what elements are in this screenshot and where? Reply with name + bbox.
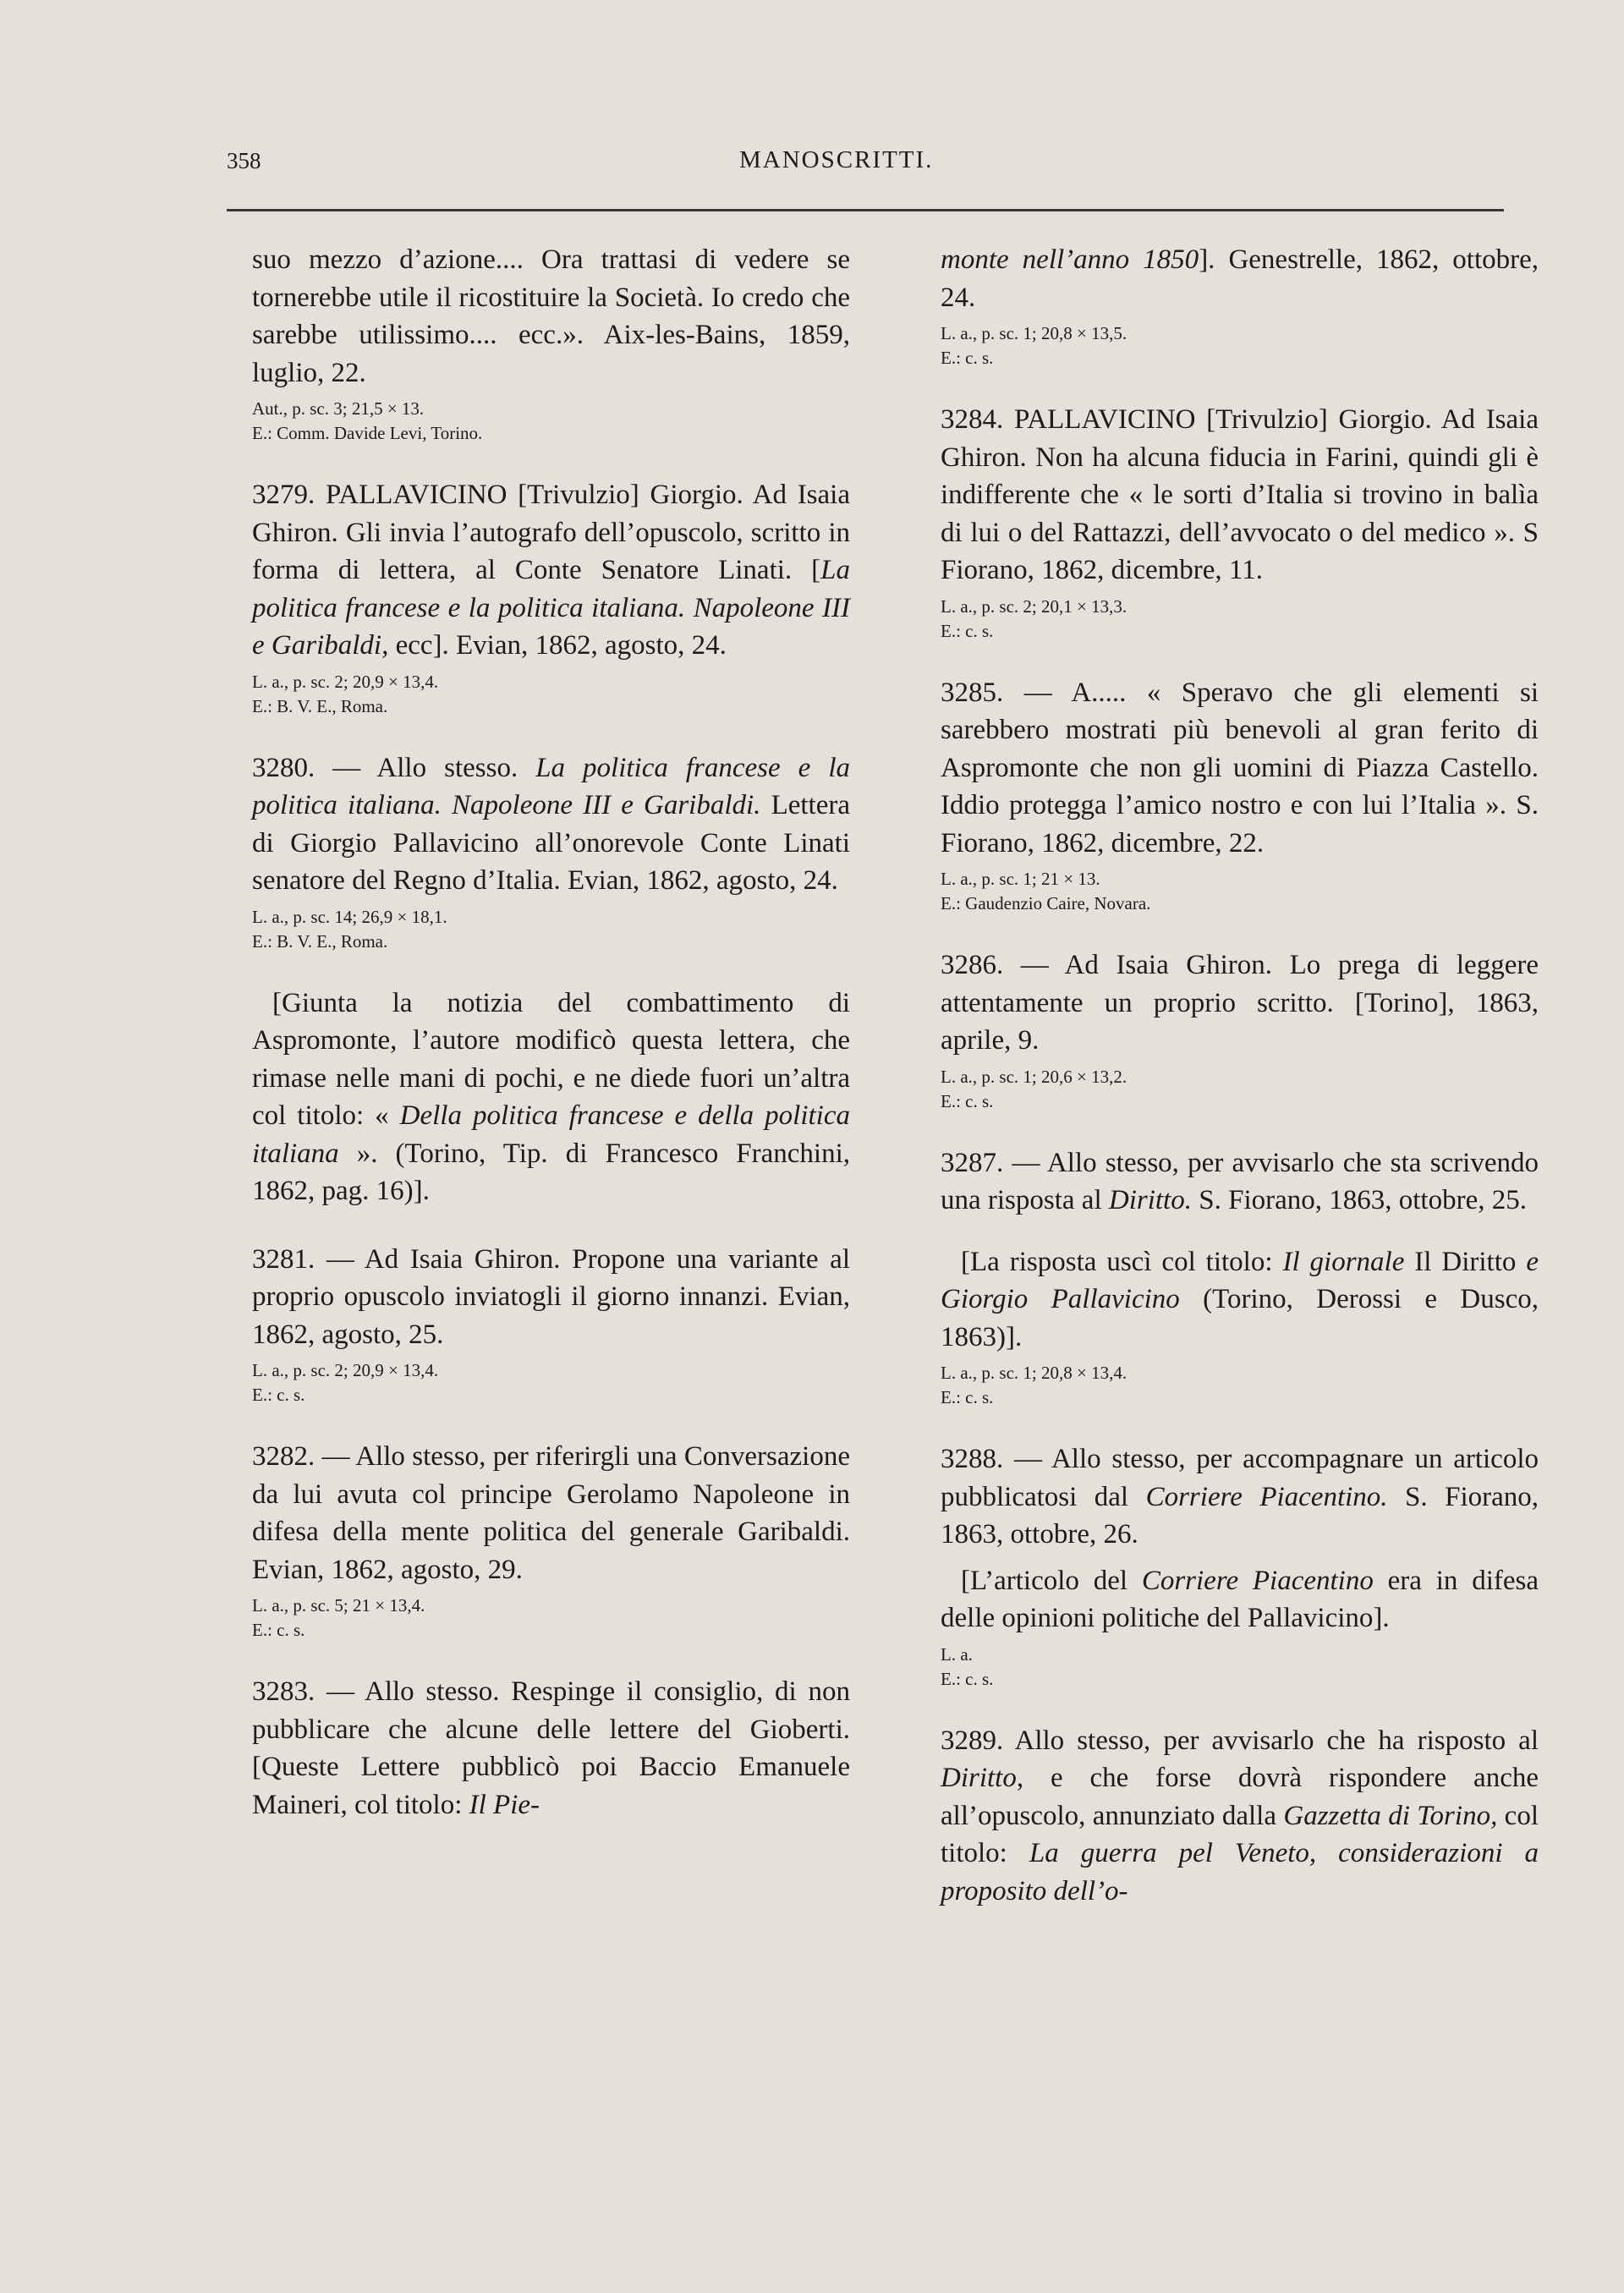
left-column [252, 241, 850, 1824]
entry-text [252, 749, 850, 900]
entry-3285 [941, 674, 1539, 917]
text-segment: [Giunta la notizia del combattimento di Aspromonte, l’autore modificò questa lettera, che rimase nelle mani di pochi, e ne diede fuori un’altra col titolo: « [252, 987, 850, 1131]
entry-3280 [252, 749, 850, 954]
text-segment: [L’articolo del [961, 1565, 1142, 1596]
italic-title: Diritto. [1108, 1185, 1192, 1215]
text-segment: col titolo: [941, 1800, 1539, 1868]
entry-description: L. a., p. sc. 1; 20,6 × 13,2. [941, 1066, 1127, 1087]
italic-title: Il Pie- [469, 1789, 540, 1820]
italic-title: Corriere Piacentino. [1145, 1481, 1388, 1512]
entry-owner: E.: Comm. Davide Levi, Torino. [252, 423, 483, 443]
entry-3287-note [941, 1243, 1539, 1411]
italic-title: Diritto [941, 1763, 1017, 1793]
entry-owner: E.: c. s. [941, 620, 994, 641]
italic-title: Corriere Piacentino [1141, 1565, 1374, 1596]
entry-text [941, 241, 1539, 316]
running-head: MANOSCRITTI. [739, 146, 934, 173]
entry-3279 [252, 476, 850, 719]
text-segment: [La risposta uscì col titolo: [961, 1246, 1283, 1277]
entry-owner: E.: B. V. E., Roma. [252, 930, 388, 952]
right-column [941, 241, 1539, 1910]
entry-text [941, 1440, 1539, 1554]
text-segment: Lettera di Giorgio Pallavicino all’onorevole Conte Linati senatore del Regno d’Italia. Evian, 1862, agosto, 24. [252, 790, 850, 896]
entry-description: Aut., p. sc. 3; 21,5 × 13. [252, 398, 425, 419]
text-segment: 3287. — Allo stesso, per avvisarlo che sta scrivendo una risposta al [941, 1147, 1539, 1215]
italic-title: La guerra pel Veneto, considerazioni a proposito dell’o- [941, 1838, 1539, 1906]
entry-description: L. a., p. sc. 5; 21 × 13,4. [252, 1595, 425, 1616]
entry-owner: E.: c. s. [941, 348, 994, 368]
entry-text [252, 1673, 850, 1824]
entry-text: 3286. — Ad Isaia Ghiron. Lo prega di leggere attentamente un proprio scritto. [Torino], 1863, aprile, 9. [941, 950, 1539, 1056]
entry-owner: E.: c. s. [941, 1090, 994, 1111]
entry-owner: E.: c. s. [252, 1385, 305, 1405]
entry-text [941, 1144, 1539, 1220]
entry-3284 [941, 401, 1539, 644]
entry-owner: E.: c. s. [941, 1668, 994, 1689]
text-segment: , e che forse dovrà rispondere anche all’opuscolo, annunziato dalla [941, 1763, 1539, 1831]
entry-owner: E.: B. V. E., Roma. [252, 695, 388, 716]
entry-owner: E.: c. s. [941, 1387, 994, 1407]
entry-note [252, 985, 850, 1210]
entry-description: L. a., p. sc. 2; 20,9 × 13,4. [252, 1360, 439, 1380]
entry-text: 3282. — Allo stesso, per riferirgli una Conversazione da lui avuta col principe Gerolamo Napoleone in difesa della mente politica del generale Garibaldi. Evian, 1862, agosto, 29. [252, 1441, 850, 1585]
entry-description: L. a., p. sc. 1; 21 × 13. [941, 869, 1100, 889]
entry-3289 [941, 1722, 1539, 1911]
text-segment: 3279. PALLAVICINO [Trivulzio] Giorgio. Ad Isaia Ghiron. Gli invia l’autografo dell’opuscolo, scritto in forma di lettera, al Conte Senatore Linati. [ [252, 480, 850, 585]
italic-title: monte nell’anno 1850 [941, 244, 1199, 275]
italic-title: La politica francese e la politica italiana. Napoleone III e Garibaldi. [252, 752, 850, 820]
italic-title: La politica francese e la politica italiana. Napoleone III e Garibaldi, [252, 555, 850, 661]
text-segment: Il Diritto [1404, 1246, 1527, 1277]
entry-owner: E.: c. s. [252, 1620, 305, 1640]
entry-3288-note [941, 1562, 1539, 1692]
text-segment: ]. Genestrelle, 1862, ottobre, 24. [941, 244, 1539, 313]
text-segment: 3289. Allo stesso, per avvisarlo che ha risposto al [941, 1725, 1539, 1756]
entry-description: L. a., p. sc. 14; 26,9 × 18,1. [252, 906, 447, 927]
italic-title: e Giorgio Pallavicino [941, 1246, 1539, 1314]
entry-owner: E.: Gaudenzio Caire, Novara. [941, 893, 1151, 913]
text-segment: S. Fiorano, 1863, ottobre, 25. [1191, 1185, 1527, 1215]
entry-description: L. a., p. sc. 1; 20,8 × 13,4. [941, 1363, 1127, 1383]
text-segment: 3280. — Allo stesso. [252, 752, 536, 783]
italic-title: Il giornale [1282, 1246, 1405, 1277]
note-text [941, 1562, 1539, 1637]
text-segment: S. Fiorano, 1863, ottobre, 26. [941, 1481, 1539, 1550]
text-segment: (Torino, Derossi e Dusco, 1863)]. [941, 1284, 1539, 1352]
entry-3282 [252, 1438, 850, 1643]
entry-description: L. a., p. sc. 2; 20,1 × 13,3. [941, 595, 1127, 617]
page-number: 358 [227, 148, 261, 173]
italic-title: Della politica francese e della politica italiana [252, 1100, 850, 1169]
entry-text: suo mezzo d’azione.... Ora trattasi di vedere se tornerebbe utile il ricostituire la Società. Io credo che sarebbe utilissimo.... ecc.». Aix-les-Bains, 1859, luglio, 22. [252, 244, 850, 388]
entry-3288 [941, 1440, 1539, 1554]
entry-text: 3285. — A..... « Speravo che gli elementi si sarebbero mostrati più benevoli al gran ferito di Aspromonte che non gli uomini di Piazza Castello. Iddio protegga l’amico nostro e con lui l’Italia ». S. Fiorano, 1862, dicembre, 22. [941, 677, 1539, 859]
note-text [941, 1243, 1539, 1357]
text-segment: ». (Torino, Tip. di Francesco Franchini, 1862, pag. 16)]. [252, 1138, 850, 1206]
italic-title: Gazzetta di Torino, [1283, 1800, 1498, 1831]
entry-continuation [252, 241, 850, 446]
entry-3283 [252, 1673, 850, 1824]
entry-text [252, 476, 850, 665]
entry-description: L. a., p. sc. 1; 20,8 × 13,5. [941, 323, 1127, 343]
entry-text: 3284. PALLAVICINO [Trivulzio] Giorgio. Ad Isaia Ghiron. Non ha alcuna fiducia in Farini, quindi gli è indifferente che « le sorti d’Italia si trovino in balìa di lui o del Rattazzi, dell’avvocato o del medico ». S Fiorano, 1862, dicembre, 11. [941, 404, 1539, 585]
entry-3286 [941, 946, 1539, 1114]
text-segment: 3283. — Allo stesso. Respinge il consiglio, di non pubblicare che alcune delle lettere del Gioberti. [Queste Lettere pubblicò poi Baccio Emanuele Maineri, col titolo: [252, 1676, 850, 1820]
header-rule [227, 209, 1504, 211]
entry-description: L. a. [941, 1643, 973, 1665]
note-text [252, 985, 850, 1210]
text-segment: era in difesa delle opinioni politiche del Pallavicino]. [941, 1565, 1539, 1633]
entry-3281 [252, 1241, 850, 1408]
entry-text: 3281. — Ad Isaia Ghiron. Propone una variante al proprio opuscolo inviatogli il giorno innanzi. Evian, 1862, agosto, 25. [252, 1243, 850, 1350]
entry-text [941, 1722, 1539, 1911]
text-segment: 3288. — Allo stesso, per accompagnare un articolo pubblicatosi dal [941, 1444, 1539, 1512]
text-segment: ecc]. Evian, 1862, agosto, 24. [388, 630, 727, 661]
entry-3287 [941, 1144, 1539, 1220]
entry-description: L. a., p. sc. 2; 20,9 × 13,4. [252, 671, 439, 692]
entry-3283-continuation [941, 241, 1539, 370]
